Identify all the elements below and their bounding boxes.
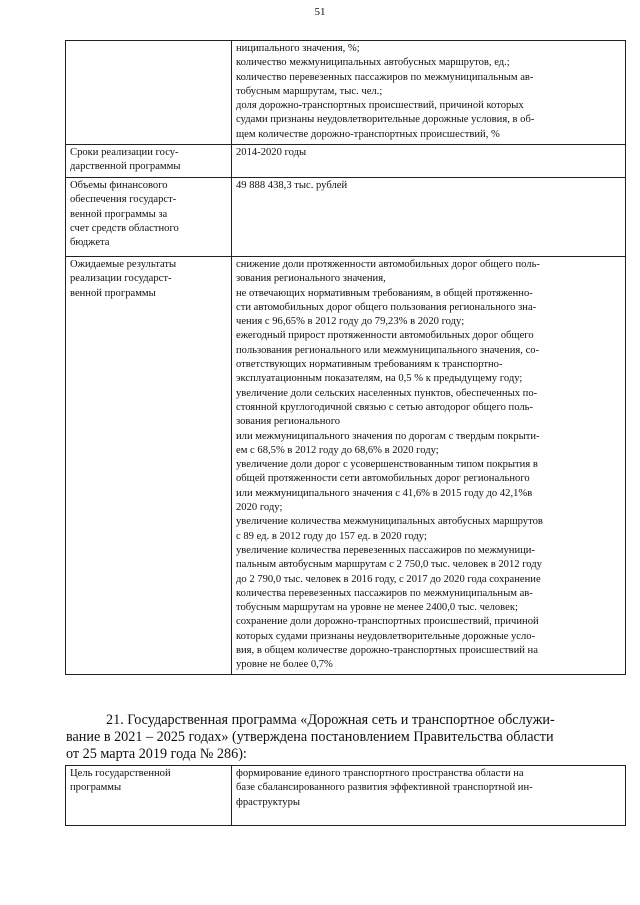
goal-line: формирование единого транспортного пространства области на [236, 768, 524, 779]
label-line: венной программы [70, 287, 156, 299]
result-line: ежегодный прирост протяженности автомобильных дорог общего [236, 330, 534, 342]
label-line: Сроки реализации госу- [70, 147, 179, 158]
indicators-continued-cell [232, 41, 626, 145]
goal-value [232, 766, 626, 826]
section-heading-line: от 25 марта 2019 года № 286): [66, 746, 247, 762]
result-line: снижение доли протяженности автомобильных дорог общего поль- [236, 259, 540, 270]
table-row [66, 766, 626, 826]
label-line: Цель государственной [70, 768, 171, 779]
results-label [66, 257, 232, 675]
result-line: зования регионального [236, 416, 341, 428]
results-value [232, 257, 626, 675]
result-line: количества перевезенных пассажиров по межмуниципальным ав- [236, 587, 533, 599]
terms-value: 2014-2020 годы [232, 145, 626, 178]
table-row [66, 178, 626, 257]
goal-line: фраструктуры [236, 796, 300, 808]
program-passport-table [65, 40, 626, 675]
result-line: эксплуатационным показателям, на 0,5 % к предыдущему году; [236, 373, 523, 385]
row-label-cell [66, 41, 232, 145]
indicator-line: щем количестве дорожно-транспортных происшествий, % [236, 128, 500, 140]
result-line: увеличение количества межмуниципальных автобусных маршрутов [236, 516, 543, 528]
page-number: 51 [314, 6, 326, 18]
result-line: уровне не более 0,7% [236, 659, 333, 671]
label-line: дарственной программы [70, 161, 181, 173]
result-line: стоянной круглогодичной связью с сетью автодорог общего поль- [236, 401, 534, 413]
result-line: сти автомобильных дорог общего пользования регионального зна- [236, 301, 537, 313]
result-line: увеличение доли сельских населенных пунктов, обеспеченных по- [236, 387, 538, 399]
terms-label [66, 145, 232, 178]
label-line: счет средств областного [70, 222, 179, 234]
result-line: увеличение количества перевезенных пассажиров по межмуници- [236, 544, 535, 556]
result-line: увеличение доли дорог с усовершенствованным типом покрытия в [236, 459, 538, 471]
result-line: пальным автобусным маршрутам с 2 750,0 тыс. человек в 2012 году [236, 559, 542, 571]
label-line: Ожидаемые результаты [70, 259, 177, 270]
result-line: или межмуниципального значения по дорогам с твердым покрыти- [236, 430, 540, 442]
result-line: общей протяженности сети автомобильных дорог регионального [236, 473, 530, 485]
table-row [66, 257, 626, 675]
indicator-line: судами признаны неудовлетворительные дорожные условия, в об- [236, 114, 535, 126]
result-line: чения с 96,65% в 2012 году до 79,23% в 2020 году; [236, 316, 465, 328]
label-line: венной программы за [70, 208, 168, 220]
indicator-line: количество межмуниципальных автобусных маршрутов, ед.; [236, 57, 510, 69]
result-line: не отвечающих нормативным требованиям, в общей протяженно- [236, 287, 533, 299]
indicator-line: количество перевезенных пассажиров по межмуниципальным ав- [236, 71, 534, 83]
label-line: обеспечения государст- [70, 194, 177, 206]
result-line: тобусным маршрутам на уровне не менее 2400,0 тыс. человек; [236, 602, 518, 614]
result-line: до 2 790,0 тыс. человек в 2016 году, с 2017 до 2020 года сохранение [236, 573, 541, 585]
program-21-passport-table [65, 765, 626, 826]
funding-value: 49 888 438,3 тыс. рублей [232, 178, 626, 257]
label-line: бюджета [70, 237, 110, 249]
table-row [66, 41, 626, 145]
indicator-line: доля дорожно-транспортных происшествий, причиной которых [236, 100, 524, 112]
funding-label [66, 178, 232, 257]
indicator-line: ниципального значения, %; [236, 43, 360, 54]
label-line: реализации государст- [70, 273, 172, 285]
result-line: сохранение доли дорожно-транспортных происшествий, причиной [236, 616, 539, 628]
result-line: зования регионального значения, [236, 273, 386, 285]
result-line: с 89 ед. в 2012 году до 157 ед. в 2020 году; [236, 530, 427, 542]
section-heading-line: 21. Государственная программа «Дорожная сеть и транспортное обслужи- [106, 712, 555, 728]
result-line: вия, в общем количестве дорожно-транспортных происшествий на [236, 645, 538, 657]
result-line: 2020 году; [236, 502, 283, 514]
result-line: пользования регионального или межмуниципального значения, со- [236, 344, 540, 356]
section-heading [66, 712, 607, 763]
goal-label [66, 766, 232, 826]
label-line: Объемы финансового [70, 180, 168, 191]
result-line: ем с 68,5% в 2012 году до 68,6% в 2020 году; [236, 444, 439, 456]
indicator-line: тобусным маршрутам, тыс. чел.; [236, 85, 383, 97]
goal-line: базе сбалансированного развития эффективной транспортной ин- [236, 782, 533, 794]
table-row [66, 145, 626, 178]
result-line: или межмуниципального значения с 41,6% в 2015 году до 42,1%в [236, 487, 533, 499]
label-line: программы [70, 782, 122, 794]
result-line: ответствующих нормативным требованиям к транспортно- [236, 359, 503, 371]
result-line: которых судами признаны неудовлетворительные дорожные усло- [236, 630, 536, 642]
section-heading-line: вание в 2021 – 2025 годах» (утверждена постановлением Правительства области [66, 729, 554, 745]
